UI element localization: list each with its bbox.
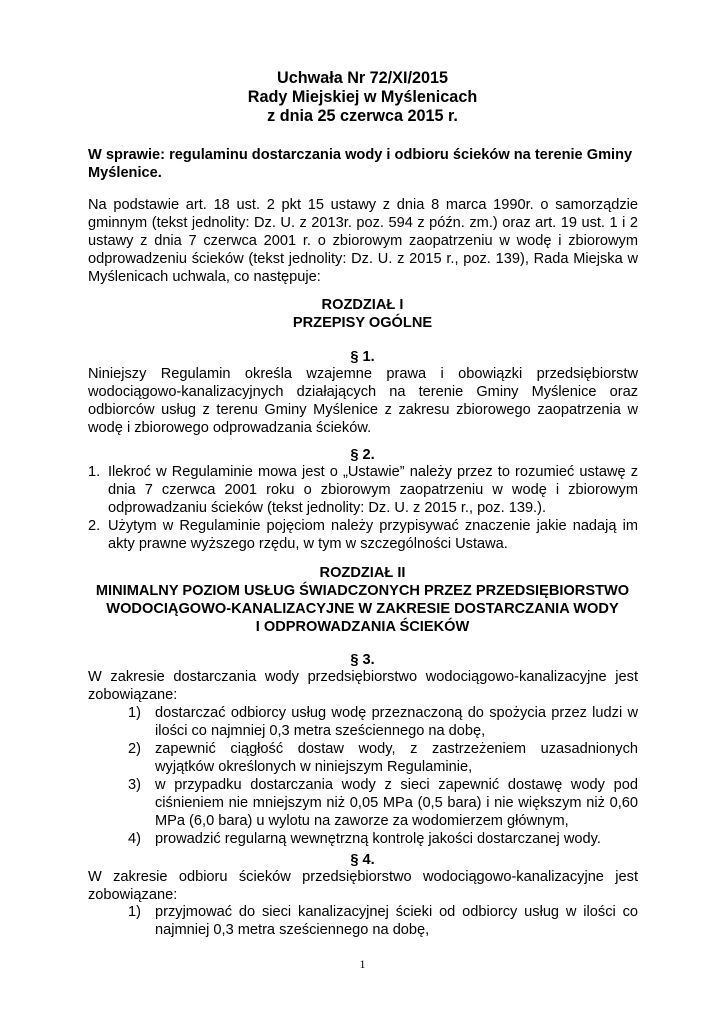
- list-item-number: 2.: [88, 518, 101, 534]
- page-number: 1: [359, 957, 366, 971]
- chapter1-label: ROZDZIAŁ I: [321, 297, 404, 313]
- section3-intro: W zakresie dostarczania wody przedsiębiorstwo wodociągowo-kanalizacyjne jest zobowiązane:: [88, 669, 638, 703]
- chapter1-title: PRZEPISY OGÓLNE: [292, 315, 433, 331]
- section4-intro: W zakresie odbioru ścieków przedsiębiorstwo wodociągowo-kanalizacyjne jest zobowiązane:: [88, 869, 638, 903]
- list-item-text: dostarczać odbiorcy usług wodę przeznaczoną do spożycia przez ludzi w ilości co najmniej 0,3 metra sześciennego na dobę,: [155, 705, 638, 739]
- list-item-number: 3): [128, 777, 141, 793]
- section2-heading: § 2.: [350, 447, 375, 463]
- list-item-text: Ilekroć w Regulaminie mowa jest o „Ustawie” należy przez to rozumieć ustawę z dnia 7 czerwca 2001 roku o zbiorowym zaopatrzeniu w wodę i zbiorowym odprowadzaniu ścieków (tekst jednolity: Dz. U. z 2015 r., poz. 139.).: [108, 464, 638, 516]
- section2-list: [88, 463, 638, 553]
- section3-heading: § 3.: [350, 652, 375, 668]
- chapter2-label: ROZDZIAŁ II: [319, 565, 406, 581]
- list-item-text: Użytym w Regulaminie pojęciom należy przypisywać znaczenie jakie nadają im akty prawne wyższego rzędu, w tym w szczególności Ustawa.: [108, 518, 638, 552]
- list-item: [88, 463, 638, 517]
- resolution-number: Uchwała Nr 72/XI/2015: [277, 69, 448, 87]
- list-item-number: 1): [128, 904, 141, 920]
- resolution-subject: W sprawie: regulaminu dostarczania wody i odbioru ścieków na terenie Gminy Myślenice.: [88, 147, 633, 181]
- preamble: Na podstawie art. 18 ust. 2 pkt 15 ustawy z dnia 8 marca 1990r. o samorządzie gminnym (tekst jednolity: Dz. U. z 2013r. poz. 594 z późn. zm.) oraz art. 19 ust. 1 i 2 ustawy z dnia 7 czerwca 2001 r. o zbiorowym zaopatrzeniu w wodę i zbiorowym odprowadzeniu ścieków (tekst jednolity: Dz. U. z 2015 r., poz. 139), Rada Miejska w Myślenicach uchwala, co następuje:: [88, 197, 638, 285]
- list-item-text: przyjmować do sieci kanalizacyjnej ścieki od odbiorcy usług w ilości co najmniej 0,3 metra sześciennego na dobę,: [155, 904, 638, 938]
- list-item-number: 1.: [88, 464, 101, 480]
- resolution-date: z dnia 25 czerwca 2015 r.: [267, 107, 458, 125]
- section4-heading: § 4.: [350, 852, 375, 868]
- chapter2-title-line3: I ODPROWADZANIA ŚCIEKÓW: [255, 619, 470, 635]
- list-item-text: zapewnić ciągłość dostaw wody, z zastrzeżeniem uzasadnionych wyjątków określonych w niniejszym Regulaminie,: [155, 741, 638, 775]
- list-item: [88, 517, 638, 553]
- section1-text: Niniejszy Regulamin określa wzajemne prawa i obowiązki przedsiębiorstw wodociągowo-kanalizacyjnych działających na terenie Gminy Myślenice oraz odbiorców usług z terenu Gminy Myślenice z zakresu zbiorowego zaopatrzenia w wodę i zbiorowego odprowadzania ścieków.: [88, 366, 638, 436]
- list-item: [128, 903, 638, 939]
- chapter2-title-line1: MINIMALNY POZIOM USŁUG ŚWIADCZONYCH PRZEZ PRZEDSIĘBIORSTWO: [95, 583, 630, 599]
- list-item: [128, 704, 638, 740]
- section1-heading: § 1.: [350, 349, 375, 365]
- list-item-text: w przypadku dostarczania wody z sieci zapewnić dostawę wody pod ciśnieniem nie mniejszym niż 0,05 MPa (0,5 bara) i nie większym niż 0,60 MPa (6,0 bara) u wylotu na zaworze za wodomierzem głównym,: [155, 777, 638, 829]
- list-item-number: 2): [128, 741, 141, 757]
- list-item-text: prowadzić regularną wewnętrzną kontrolę jakości dostarczanej wody.: [155, 831, 601, 847]
- section3-list: [128, 704, 638, 848]
- list-item-number: 1): [128, 705, 141, 721]
- list-item: [128, 776, 638, 830]
- resolution-header: [60, 69, 665, 126]
- chapter2-title-line2: WODOCIĄGOWO-KANALIZACYJNE W ZAKRESIE DOSTARCZANIA WODY: [106, 601, 619, 617]
- list-item-number: 4): [128, 831, 141, 847]
- list-item: [128, 740, 638, 776]
- section4-list: [128, 903, 638, 939]
- council-name: Rady Miejskiej w Myślenicach: [247, 88, 478, 106]
- list-item: [128, 830, 638, 848]
